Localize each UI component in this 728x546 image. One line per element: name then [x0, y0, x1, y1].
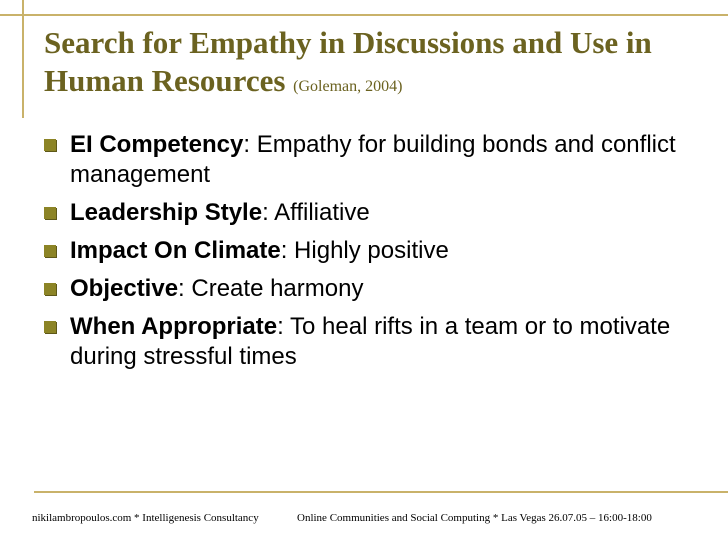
bullet-text: : To heal rifts in a team or to motivate during stressful times — [70, 313, 671, 370]
bullet-item — [40, 198, 700, 228]
footer-left: nikilambropoulos.com * Intelligenesis Consultancy — [32, 512, 259, 524]
square-bullet-icon — [44, 139, 56, 151]
bullet-item — [40, 274, 700, 304]
left-border-rule — [22, 0, 24, 118]
square-bullet-icon — [44, 245, 56, 257]
bullet-label: Leadership Style — [70, 199, 263, 226]
bullet-item — [40, 130, 700, 190]
square-bullet-icon — [44, 207, 56, 219]
footer-right: Online Communities and Social Computing * Las Vegas 26.07.05 – 16:00-18:00 — [297, 512, 652, 524]
bullet-text: : Affiliative — [262, 199, 370, 226]
square-bullet-icon — [44, 283, 56, 295]
bullet-item — [40, 312, 700, 372]
title-citation: (Goleman, 2004) — [293, 78, 403, 95]
bullet-text: : Empathy for building bonds and conflict management — [70, 131, 676, 188]
footer-rule — [34, 491, 728, 493]
bullet-label: Objective — [70, 275, 179, 302]
bullet-text: : Highly positive — [280, 237, 449, 264]
top-border-rule — [0, 14, 728, 16]
bullet-label: When Appropriate — [70, 313, 278, 340]
slide-title — [44, 24, 714, 106]
bullet-list — [40, 130, 700, 380]
bullet-label: EI Competency — [70, 131, 244, 158]
bullet-item — [40, 236, 700, 266]
slide-title-text: Search for Empathy in Discussions and Use in Human Resources — [44, 25, 652, 98]
bullet-label: Impact On Climate — [70, 237, 281, 264]
square-bullet-icon — [44, 321, 56, 333]
bullet-text: : Create harmony — [178, 275, 364, 302]
